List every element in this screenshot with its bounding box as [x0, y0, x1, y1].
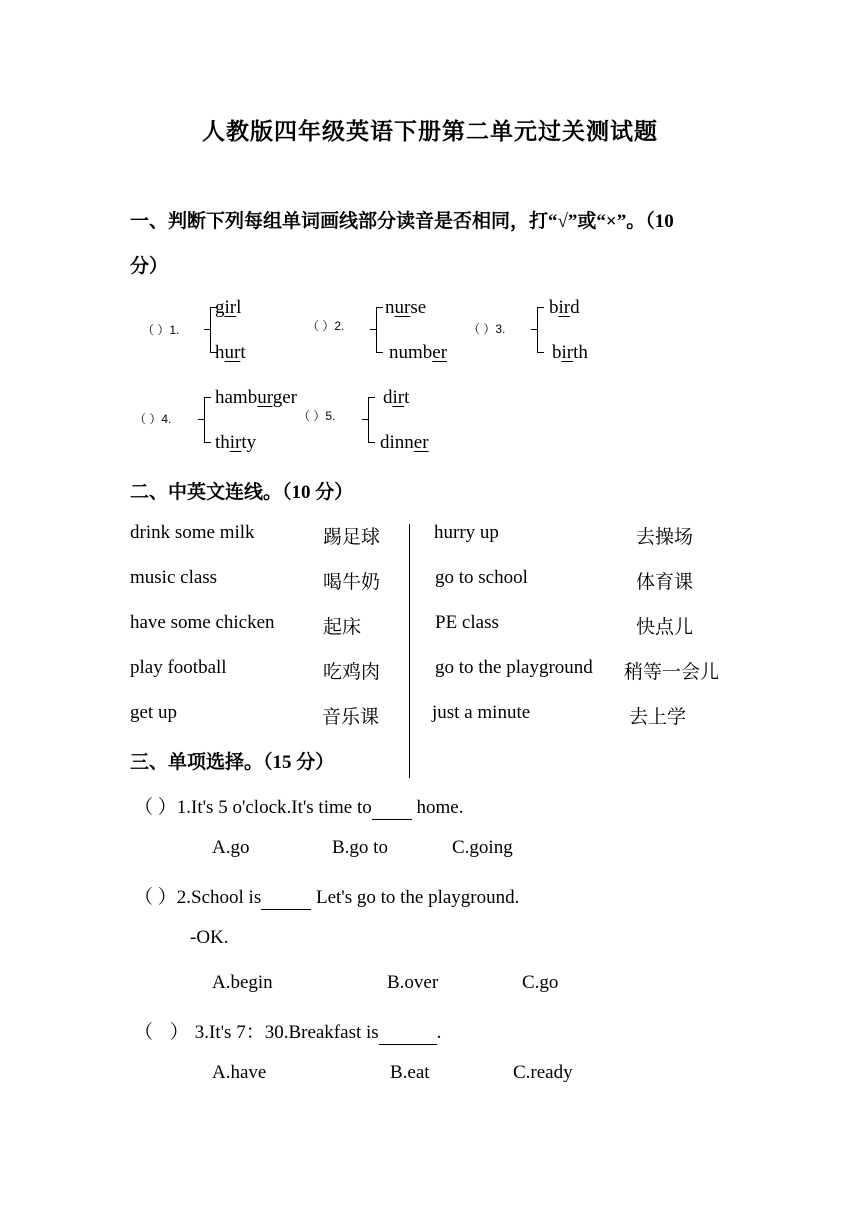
- brace-4: [204, 397, 211, 443]
- q2-text-end: Let's go to the playground.: [311, 887, 520, 908]
- match-right-en-5[interactable]: just a minute: [432, 702, 531, 723]
- match-left-en-2[interactable]: music class: [130, 567, 218, 588]
- q3-text-end: .: [436, 1022, 442, 1043]
- brace-2: [376, 307, 383, 353]
- brace-3: [537, 307, 544, 353]
- match-left-cn-1[interactable]: 踢足球: [323, 527, 381, 548]
- item-2-word-b: number: [389, 342, 448, 363]
- match-left-en-4[interactable]: play football: [130, 657, 227, 678]
- part2-heading: 二、中英文连线。（10 分）: [130, 482, 354, 503]
- match-right-en-3[interactable]: PE class: [435, 612, 499, 633]
- match-right-en-2[interactable]: go to school: [435, 567, 528, 588]
- brace-4-tick: [198, 419, 204, 420]
- q3-answer-paren[interactable]: （ ）: [134, 1022, 195, 1043]
- item-1-word-b: hurt: [215, 342, 246, 363]
- brace-3-tick: [531, 329, 537, 330]
- q1-option-a[interactable]: A.go: [212, 837, 250, 858]
- item-2-word-a: nurse: [385, 297, 427, 318]
- q2-text: 2.School is: [176, 887, 262, 908]
- match-right-cn-5[interactable]: 去上学: [629, 707, 687, 728]
- match-left-cn-5[interactable]: 音乐课: [322, 707, 380, 728]
- q3-blank: [379, 1022, 437, 1045]
- match-left-cn-3[interactable]: 起床: [323, 617, 362, 638]
- brace-1-tick: [204, 329, 210, 330]
- brace-2-tick: [370, 329, 376, 330]
- q1-option-b[interactable]: B.go to: [332, 837, 388, 858]
- page-title: 人教版四年级英语下册第二单元过关测试题: [202, 119, 658, 144]
- brace-5-tick: [362, 419, 368, 420]
- part1-heading-cont: 分）: [130, 256, 169, 277]
- match-right-cn-2[interactable]: 体育课: [636, 572, 694, 593]
- q1-option-c[interactable]: C.going: [452, 837, 513, 858]
- item-5-number[interactable]: （ ）5.: [298, 409, 336, 423]
- q3-option-a[interactable]: A.have: [212, 1062, 267, 1083]
- item-2-number[interactable]: （ ）2.: [307, 319, 345, 333]
- q2-reply: -OK.: [190, 927, 229, 948]
- item-3-word-a: bird: [549, 297, 580, 318]
- question-3: [134, 1017, 441, 1045]
- q2-blank: [261, 887, 311, 910]
- match-right-cn-1[interactable]: 去操场: [636, 527, 694, 548]
- q2-option-b[interactable]: B.over: [387, 972, 439, 993]
- item-4-word-b: thirty: [215, 432, 257, 453]
- question-1: [134, 792, 463, 820]
- match-left-en-1[interactable]: drink some milk: [130, 522, 255, 543]
- q2-answer-paren[interactable]: （ ）: [134, 887, 177, 908]
- part1-heading: 一、判断下列每组单词画线部分读音是否相同，打“√”或“×”。（10: [130, 211, 674, 232]
- match-left-cn-4[interactable]: 吃鸡肉: [323, 662, 381, 683]
- match-left-cn-2[interactable]: 喝牛奶: [323, 572, 381, 593]
- q3-text: 3.It's 7：30.Breakfast is: [194, 1022, 379, 1043]
- question-2: [134, 882, 519, 910]
- item-3-word-b: birth: [552, 342, 588, 363]
- match-right-cn-3[interactable]: 快点儿: [636, 617, 694, 638]
- q2-option-a[interactable]: A.begin: [212, 972, 273, 993]
- brace-5: [368, 397, 375, 443]
- q1-answer-paren[interactable]: （ ）: [134, 797, 177, 818]
- item-1-word-a: girl: [215, 297, 242, 318]
- match-right-cn-4[interactable]: 稍等一会儿: [624, 662, 720, 683]
- match-left-en-5[interactable]: get up: [130, 702, 177, 723]
- item-5-word-b: dinner: [380, 432, 429, 453]
- match-left-en-3[interactable]: have some chicken: [130, 612, 275, 633]
- column-divider: [409, 524, 410, 778]
- item-5-word-a: dirt: [383, 387, 410, 408]
- item-4-word-a: hamburger: [215, 387, 297, 408]
- part3-heading: 三、单项选择。（15 分）: [130, 752, 335, 773]
- item-3-number[interactable]: （ ）3.: [468, 322, 506, 336]
- match-right-en-1[interactable]: hurry up: [434, 522, 499, 543]
- item-4-number[interactable]: （ ）4.: [134, 412, 172, 426]
- q2-option-c[interactable]: C.go: [522, 972, 559, 993]
- item-1-number[interactable]: （ ）1.: [142, 323, 180, 337]
- q1-text-end: home.: [411, 797, 464, 818]
- q1-text: 1.It's 5 o'clock.It's time to: [176, 797, 372, 818]
- q3-option-c[interactable]: C.ready: [513, 1062, 573, 1083]
- q3-option-b[interactable]: B.eat: [390, 1062, 430, 1083]
- match-right-en-4[interactable]: go to the playground: [435, 657, 593, 678]
- q1-blank: [372, 797, 412, 820]
